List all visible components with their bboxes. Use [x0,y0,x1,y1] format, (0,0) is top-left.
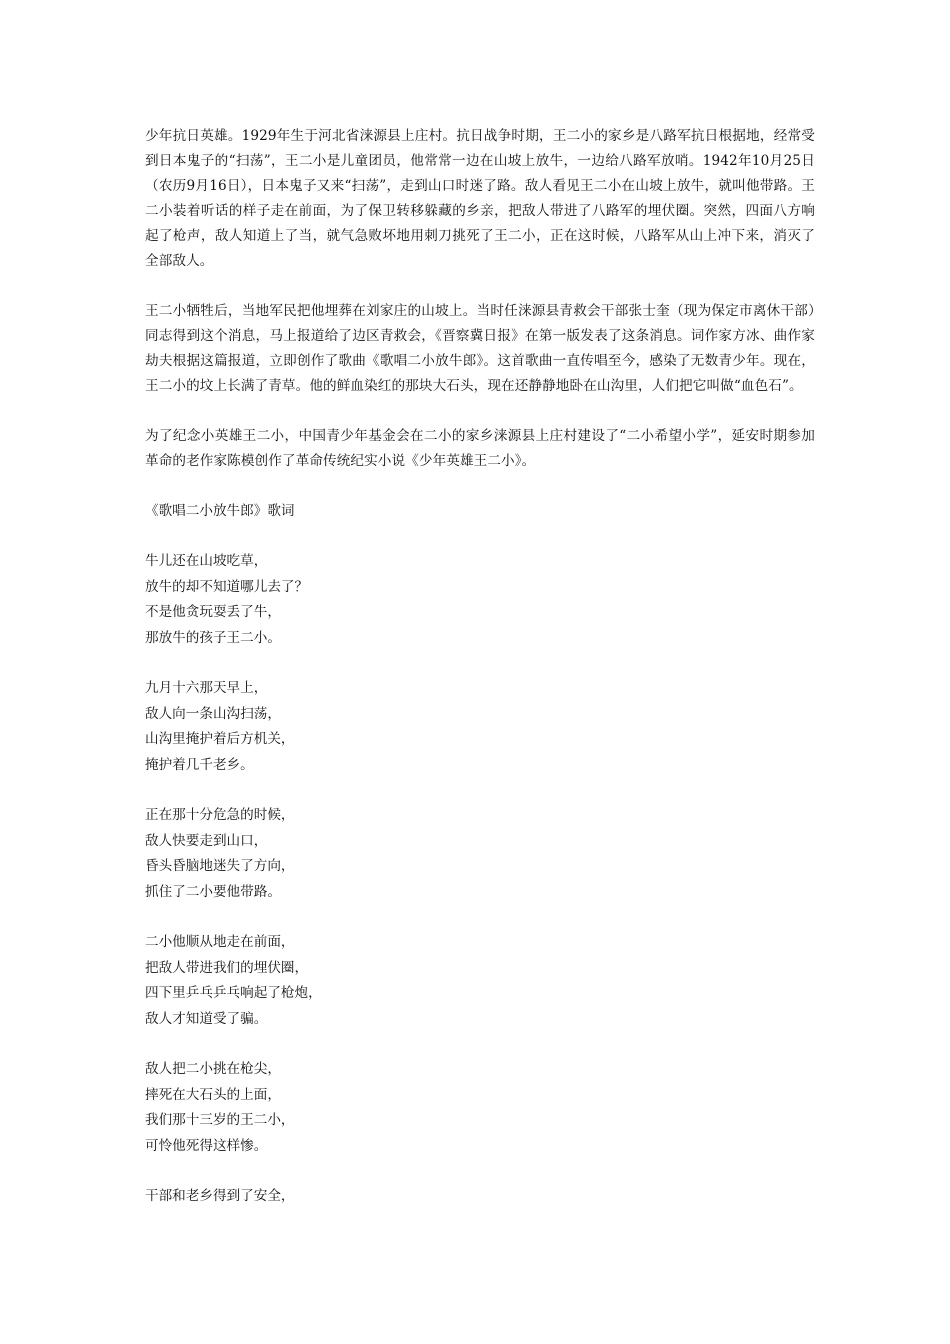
lyrics-stanza-2 [145,676,815,778]
lyric-line: 九月十六那天早上， [145,680,268,696]
lyric-line: 不是他贪玩耍丢了牛， [145,604,281,620]
lyric-line: 正在那十分危急的时候， [145,807,295,823]
lyric-line: 敌人把二小挑在枪尖， [145,1061,281,1077]
lyric-line: 敌人才知道受了骗。 [145,1010,268,1027]
lyrics-stanza-6 [145,1184,815,1210]
paragraph-biography: 少年抗日英雄。1929年生于河北省涞源县上庄村。抗日战争时期，王二小的家乡是八路军抗日根据地，经常受到日本鬼子的“扫荡”，王二小是儿童团员，他常常一边在山坡上放牛，一边给八路军放哨。1942年10月25日（农历9月16日），日本鬼子又来“扫荡”，走到山口时迷了路。敌人看见王二小在山坡上放牛，就叫他带路。王二小装着听话的样子走在前面，为了保卫转移躲藏的乡亲，把敌人带进了八路军的埋伏圈。突然，四面八方响起了枪声，敌人知道上了当，就气急败坏地用刺刀挑死了王二小，正在这时候，八路军从山上冲下来，消灭了全部敌人。 [145,128,815,269]
lyrics-stanza-5 [145,1057,815,1159]
lyrics-stanza-3 [145,803,815,905]
lyric-line: 敌人快要走到山口， [145,832,268,849]
lyric-line: 把敌人带进我们的埋伏圈， [145,959,309,976]
lyrics-title: 《歌唱二小放牛郎》歌词 [145,503,295,519]
paragraph-spacer [145,399,815,424]
lyrics-stanza-1 [145,549,815,651]
lyric-line: 那放牛的孩子王二小。 [145,629,281,646]
paragraph-aftermath: 王二小牺牲后，当地军民把他埋葬在刘家庄的山坡上。当时任涞源县青救会干部张士奎（现为保定市离休干部）同志得到这个消息，马上报道给了边区青救会，《晋察冀日报》在第一版发表了这条消息。词作家方冰、曲作家劫夫根据这篇报道，立即创作了歌曲《歌唱二小放牛郎》。这首歌曲一直传唱至今，感染了无数青少年。现在，王二小的坟上长满了青草。他的鲜血染红的那块大石头，现在还静静地卧在山沟里，人们把它叫做“血色石”。 [145,303,815,394]
paragraph-spacer [145,274,815,299]
document-body [145,124,815,1210]
stanza-spacer [145,651,815,676]
lyric-line: 我们那十三岁的王二小， [145,1112,295,1128]
lyric-line: 放牛的却不知道哪儿去了？ [145,578,309,595]
lyric-line: 干部和老乡得到了安全， [145,1188,295,1204]
paragraph-spacer [145,524,815,549]
lyric-line: 掩护着几千老乡。 [145,756,254,773]
stanza-spacer [145,1032,815,1057]
stanza-spacer [145,905,815,930]
lyric-line: 二小他顺从地走在前面， [145,934,295,950]
lyric-line: 可怜他死得这样惨。 [145,1137,268,1154]
stanza-spacer [145,778,815,803]
lyric-line: 昏头昏脑地迷失了方向， [145,858,295,874]
lyric-line: 四下里乒乓乒乓响起了枪炮， [145,985,322,1001]
stanza-spacer [145,1159,815,1184]
lyric-line: 抓住了二小要他带路。 [145,883,281,900]
lyric-line: 牛儿还在山坡吃草， [145,553,268,569]
lyrics-stanza-4 [145,930,815,1032]
paragraph-spacer [145,474,815,499]
lyric-line: 敌人向一条山沟扫荡， [145,705,281,722]
paragraph-memorial: 为了纪念小英雄王二小，中国青少年基金会在二小的家乡涞源县上庄村建设了“二小希望小学”，延安时期参加革命的老作家陈模创作了革命传统纪实小说《少年英雄王二小》。 [145,428,815,469]
lyric-line: 山沟里掩护着后方机关， [145,731,295,747]
lyric-line: 摔死在大石头的上面， [145,1086,281,1103]
